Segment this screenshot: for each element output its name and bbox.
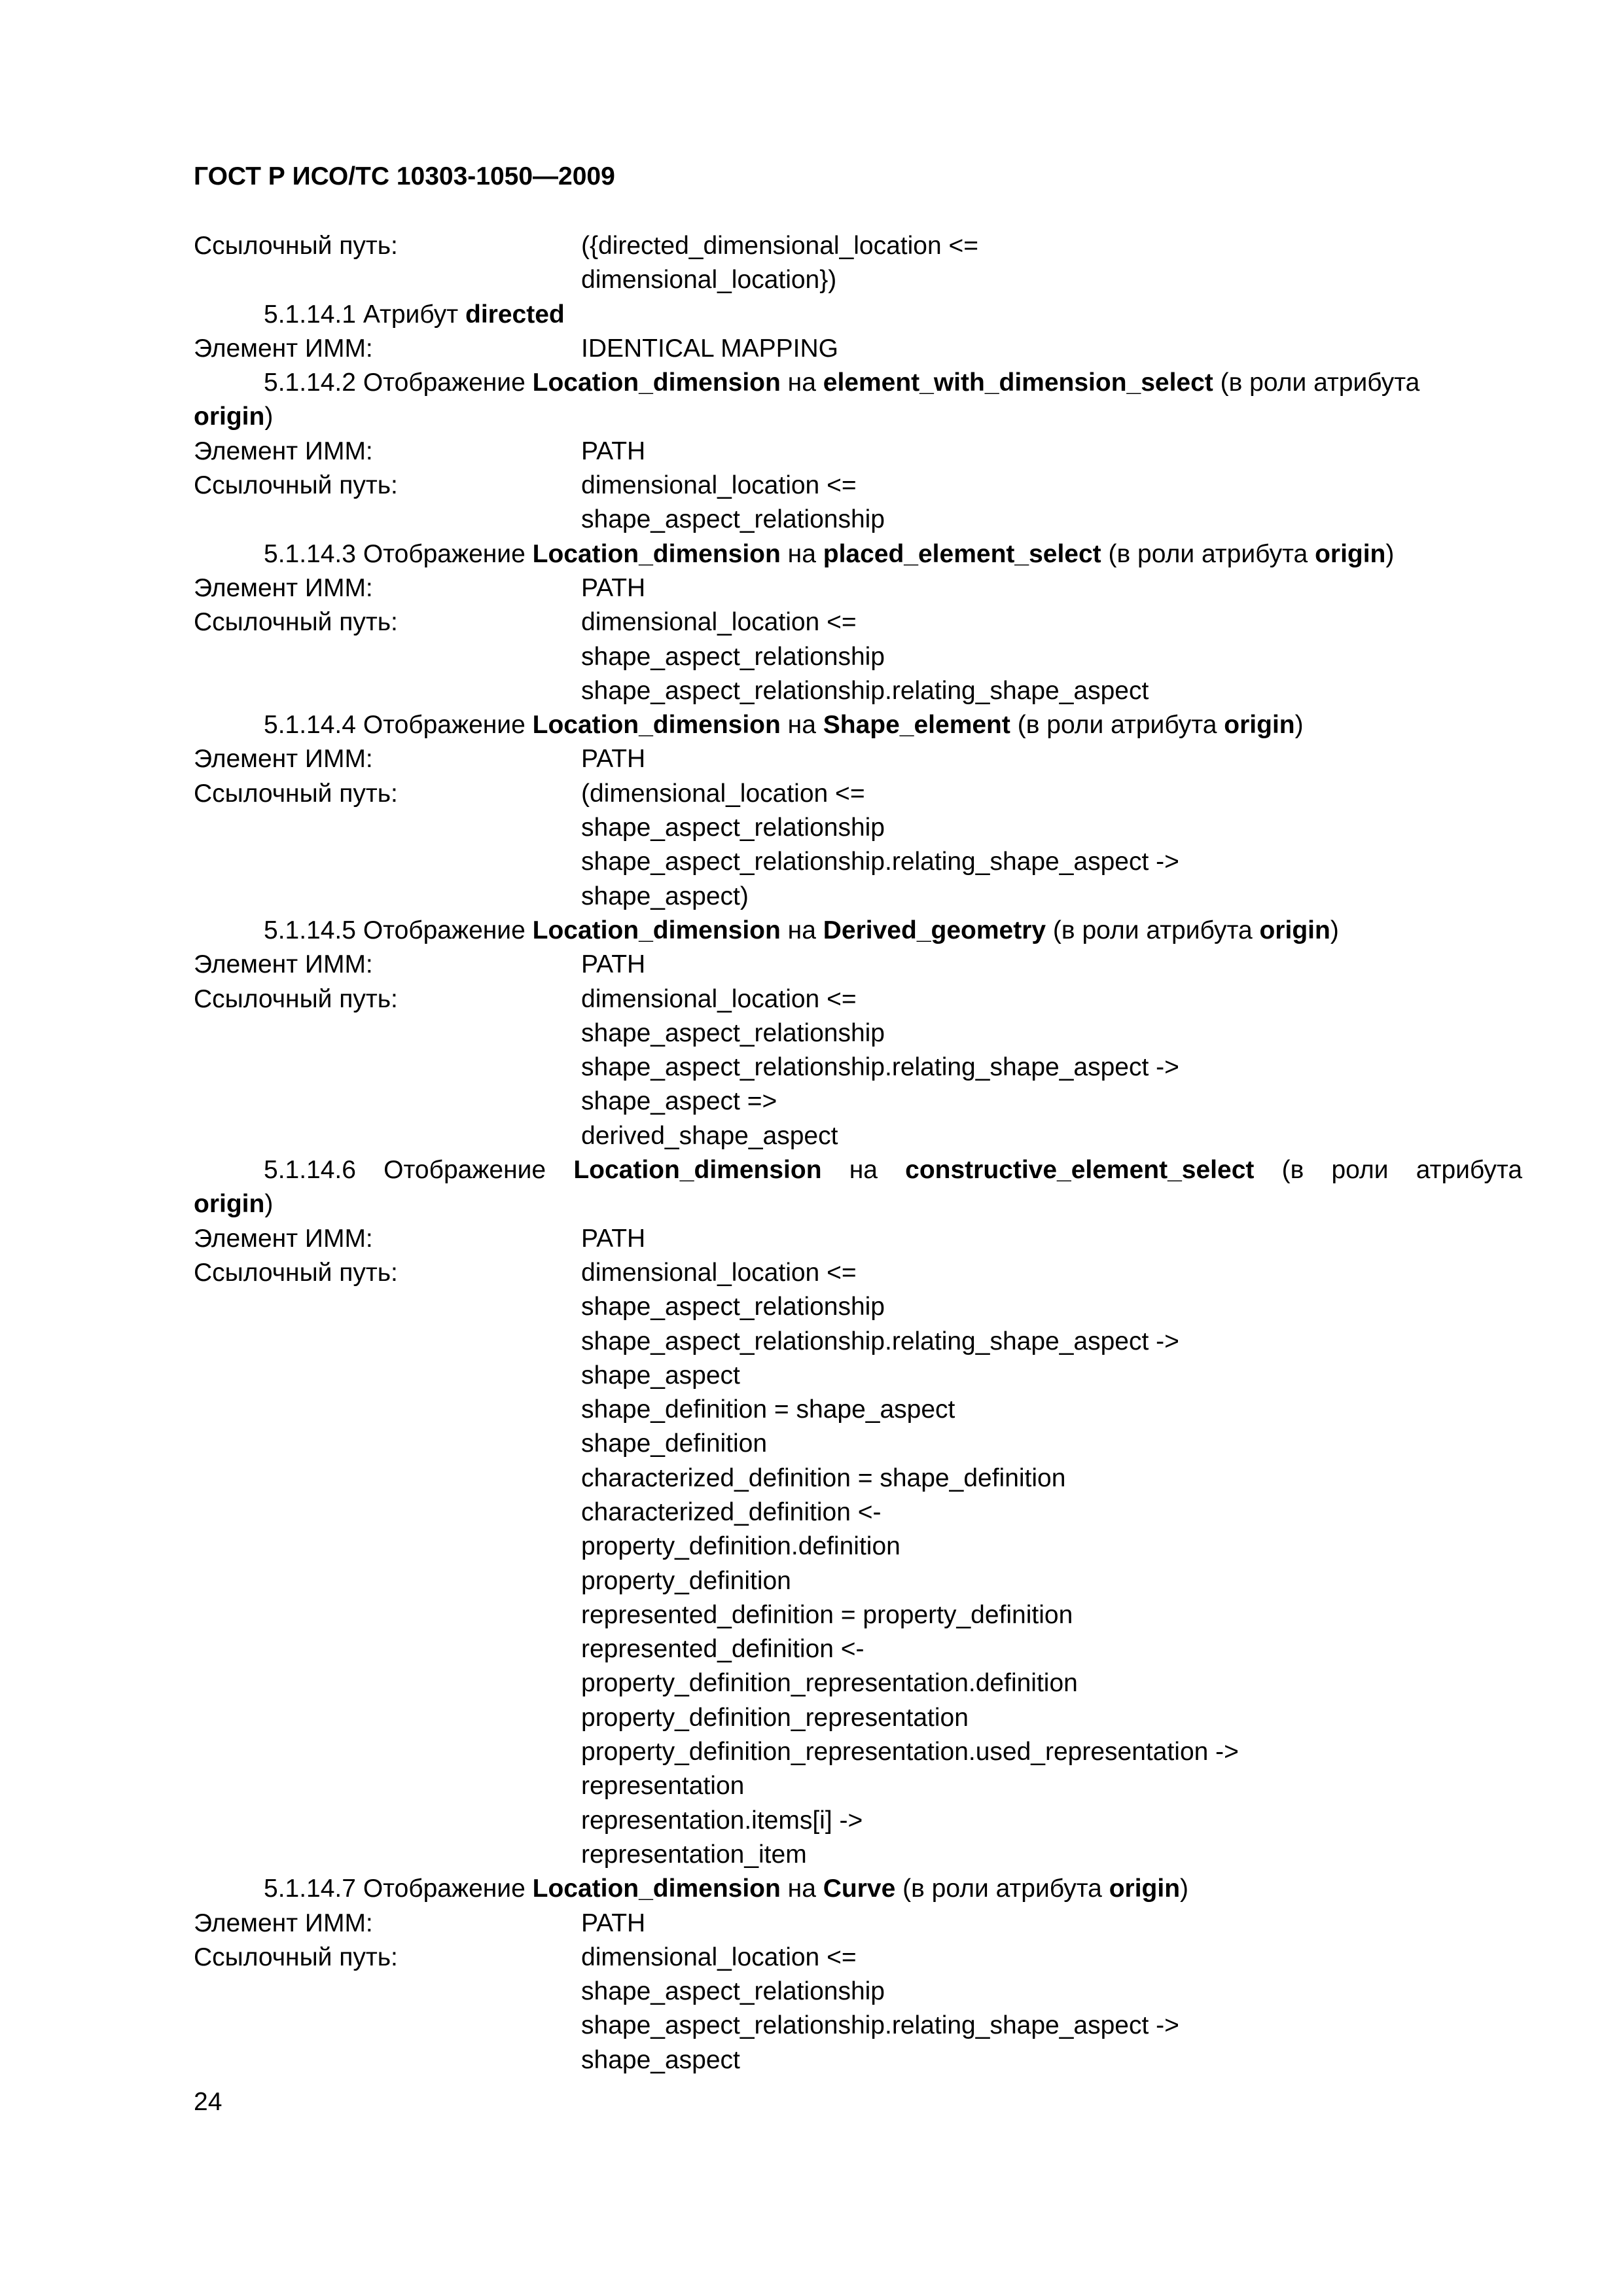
mim-element-label: Элемент ИММ: — [194, 745, 373, 774]
path-line: represented_definition = property_definition — [581, 1600, 1073, 1629]
ref-path-value — [581, 1256, 1522, 1872]
ref-path-value — [581, 777, 1522, 914]
ref-path-row — [194, 469, 1522, 537]
path-line: shape_aspect_relationship — [581, 505, 885, 534]
path-line: characterized_definition <- — [581, 1498, 882, 1526]
path-line: ({directed_dimensional_location <= — [581, 232, 979, 260]
document-header: ГОСТ Р ИСО/ТС 10303-1050—2009 — [194, 162, 615, 190]
mim-element-row — [194, 742, 1522, 776]
section-number: 5.1.14.7 — [264, 1874, 356, 1903]
mim-element-row — [194, 435, 1522, 469]
section-heading-5-1-14-3 — [194, 537, 1522, 571]
path-line: shape_aspect — [581, 2045, 740, 2074]
ref-path-row — [194, 1256, 1522, 1872]
path-line: property_definition.definition — [581, 1532, 901, 1561]
mim-element-label: Элемент ИММ: — [194, 334, 373, 363]
section-heading-5-1-14-5 — [194, 914, 1522, 948]
mim-element-value: PATH — [581, 745, 646, 774]
intro-ref-path-row — [194, 229, 1522, 298]
path-line: representation.items[i] -> — [581, 1806, 863, 1835]
path-line: dimensional_location <= — [581, 608, 857, 637]
section-number: 5.1.14.6 — [264, 1156, 356, 1185]
path-line: dimensional_location <= — [581, 984, 857, 1013]
close-paren: ) — [1330, 916, 1339, 944]
path-line: shape_aspect_relationship.relating_shape_aspect -> — [581, 848, 1179, 876]
ref-path-label: Ссылочный путь: — [194, 232, 398, 260]
ref-path-label: Ссылочный путь: — [194, 984, 398, 1013]
section-number: 5.1.14.3 — [264, 539, 356, 568]
role-attribute: origin — [1259, 916, 1330, 944]
mim-element-label: Элемент ИММ: — [194, 437, 373, 465]
mim-element-label: Элемент ИММ: — [194, 1909, 373, 1937]
target-entity: Curve — [823, 1874, 896, 1903]
path-line: property_definition_representation — [581, 1703, 969, 1732]
ref-path-label: Ссылочный путь: — [194, 779, 398, 808]
role-attribute: origin — [1109, 1874, 1181, 1903]
role-text: роли — [1331, 1156, 1389, 1185]
ref-path-label: Ссылочный путь: — [194, 608, 398, 637]
path-line: shape_aspect_relationship — [581, 1293, 885, 1321]
path-line: characterized_definition = shape_definition — [581, 1463, 1066, 1492]
role-text: (в роли атрибута — [1108, 539, 1308, 568]
ref-path-value — [581, 1941, 1522, 2077]
attribute-word: Атрибут — [363, 300, 459, 329]
source-entity: Location_dimension — [532, 368, 781, 397]
path-line: shape_aspect_relationship — [581, 1018, 885, 1047]
section-heading-5-1-14-6 — [194, 1153, 1522, 1187]
section-number: 5.1.14.1 — [264, 300, 356, 329]
section-number: 5.1.14.2 — [264, 368, 356, 397]
source-entity: Location_dimension — [532, 1874, 781, 1903]
path-line: shape_aspect_relationship — [581, 814, 885, 842]
path-line: dimensional_location <= — [581, 1943, 857, 1971]
path-line: representation — [581, 1772, 745, 1801]
path-line: dimensional_location <= — [581, 471, 857, 500]
ref-path-row — [194, 1941, 1522, 2077]
section-heading-5-1-14-2 — [194, 366, 1522, 400]
path-line: shape_aspect_relationship — [581, 1977, 885, 2006]
ref-path-row — [194, 982, 1522, 1153]
mim-element-row — [194, 948, 1522, 982]
mapping-content — [194, 229, 1522, 2077]
path-line: shape_definition — [581, 1429, 768, 1458]
target-entity: Derived_geometry — [823, 916, 1046, 944]
path-line: shape_definition = shape_aspect — [581, 1395, 955, 1424]
section-heading-5-1-14-7 — [194, 1872, 1522, 1906]
target-entity: placed_element_select — [823, 539, 1101, 568]
section-number: 5.1.14.4 — [264, 711, 356, 740]
path-line: shape_aspect_relationship.relating_shape_aspect -> — [581, 2011, 1179, 2040]
mim-element-value: PATH — [581, 437, 646, 465]
target-entity: constructive_element_select — [905, 1156, 1255, 1185]
section-heading-5-1-14-4 — [194, 708, 1522, 742]
ref-path-row — [194, 777, 1522, 914]
source-entity: Location_dimension — [532, 711, 781, 740]
mapping-word: Отображение — [383, 1156, 546, 1185]
role-text: (в — [1281, 1156, 1304, 1185]
mim-element-value: PATH — [581, 950, 646, 979]
page-number: 24 — [194, 2088, 223, 2116]
path-line: (dimensional_location <= — [581, 779, 865, 808]
role-attribute: origin — [1315, 539, 1386, 568]
mim-element-value: PATH — [581, 573, 646, 602]
on-word: на — [787, 539, 816, 568]
close-paren: ) — [264, 403, 274, 431]
role-attribute: origin — [194, 403, 265, 431]
section-number: 5.1.14.5 — [264, 916, 356, 944]
mapping-word: Отображение — [363, 539, 526, 568]
heading-continuation — [194, 1187, 1522, 1221]
path-line: dimensional_location}) — [581, 266, 837, 295]
path-line: shape_aspect — [581, 1361, 740, 1390]
close-paren: ) — [1180, 1874, 1189, 1903]
on-word: на — [787, 368, 816, 397]
source-entity: Location_dimension — [532, 916, 781, 944]
on-word: на — [849, 1156, 878, 1185]
ref-path-label: Ссылочный путь: — [194, 471, 398, 500]
mim-element-value: PATH — [581, 1909, 646, 1937]
path-line: represented_definition <- — [581, 1635, 865, 1664]
mapping-word: Отображение — [363, 916, 526, 944]
target-entity: element_with_dimension_select — [823, 368, 1213, 397]
path-line: derived_shape_aspect — [581, 1121, 838, 1150]
path-line: property_definition_representation.definition — [581, 1669, 1078, 1698]
on-word: на — [787, 711, 816, 740]
path-line: shape_aspect) — [581, 882, 749, 910]
ref-path-value — [581, 982, 1522, 1153]
ref-path-value — [581, 605, 1522, 708]
attribute-name: directed — [465, 300, 565, 329]
mim-element-row — [194, 571, 1522, 605]
mim-element-row — [194, 1222, 1522, 1256]
mim-element-label: Элемент ИММ: — [194, 573, 373, 602]
mapping-word: Отображение — [363, 368, 526, 397]
mapping-word: Отображение — [363, 711, 526, 740]
ref-path-value — [581, 229, 1522, 298]
mim-element-row — [194, 1907, 1522, 1941]
role-text: (в роли атрибута — [1220, 368, 1420, 397]
section-heading-5-1-14-1 — [194, 298, 1522, 332]
ref-path-label: Ссылочный путь: — [194, 1258, 398, 1287]
path-line: representation_item — [581, 1840, 807, 1869]
mapping-word: Отображение — [363, 1874, 526, 1903]
mim-element-value: IDENTICAL MAPPING — [581, 334, 838, 363]
mim-element-value: PATH — [581, 1224, 646, 1253]
path-line: property_definition — [581, 1566, 791, 1595]
target-entity: Shape_element — [823, 711, 1010, 740]
role-text: (в роли атрибута — [1017, 711, 1217, 740]
role-text: (в роли атрибута — [1052, 916, 1253, 944]
on-word: на — [787, 916, 816, 944]
on-word: на — [787, 1874, 816, 1903]
source-entity: Location_dimension — [532, 539, 781, 568]
role-text: (в роли атрибута — [902, 1874, 1102, 1903]
close-paren: ) — [1385, 539, 1395, 568]
path-line: shape_aspect_relationship.relating_shape_aspect -> — [581, 1327, 1179, 1355]
close-paren: ) — [1294, 711, 1304, 740]
mim-element-label: Элемент ИММ: — [194, 950, 373, 979]
path-line: dimensional_location <= — [581, 1258, 857, 1287]
role-attribute: origin — [194, 1190, 265, 1219]
path-line: shape_aspect => — [581, 1087, 777, 1116]
source-entity: Location_dimension — [573, 1156, 822, 1185]
ref-path-label: Ссылочный путь: — [194, 1943, 398, 1971]
ref-path-value — [581, 469, 1522, 537]
heading-continuation — [194, 400, 1522, 434]
path-line: shape_aspect_relationship.relating_shape_aspect — [581, 676, 1149, 705]
path-line: shape_aspect_relationship — [581, 642, 885, 671]
ref-path-row — [194, 605, 1522, 708]
role-attribute: origin — [1224, 711, 1295, 740]
mim-element-label: Элемент ИММ: — [194, 1224, 373, 1253]
close-paren: ) — [264, 1190, 274, 1219]
mim-element-row — [194, 332, 1522, 366]
role-text: атрибута — [1416, 1156, 1523, 1185]
path-line: shape_aspect_relationship.relating_shape_aspect -> — [581, 1053, 1179, 1082]
path-line: property_definition_representation.used_representation -> — [581, 1738, 1239, 1767]
